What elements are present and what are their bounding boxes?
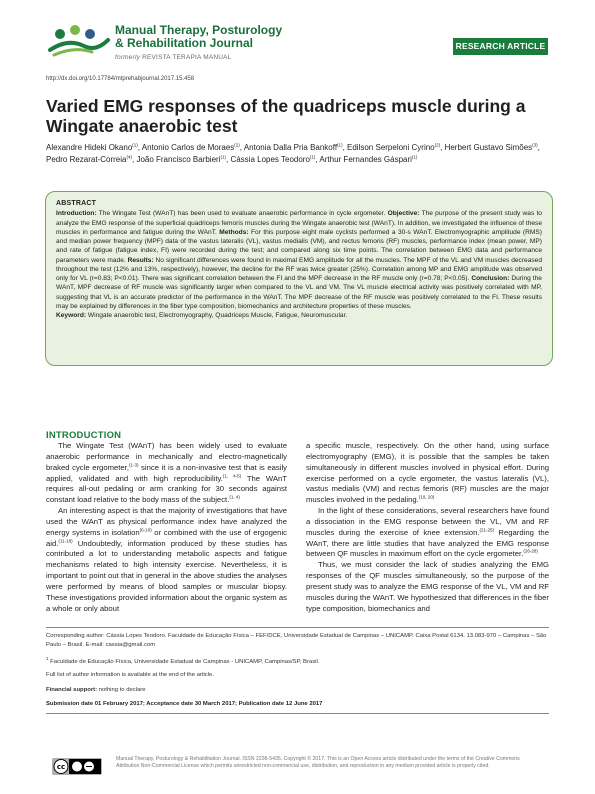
author-name: João Francisco Barbieri — [136, 155, 221, 165]
author-name: Edilson Serpeloni Cyrino — [347, 143, 435, 152]
abstract-box — [45, 191, 553, 366]
paragraph: In the light of these considerations, several researchers have found a dissociation in the EMG response between the VL, VM and RF muscles during the exercise of knee extension.$^{(21-25)}$ Regarding the WAnT, there are little studies that have analyzed the EMG response between QF muscles in maximum effort on the cycle ergometer.$^{(26-28)}$ — [306, 506, 549, 559]
abstract-objective: The purpose of the present study was to analyze the EMG response of the superficial quadriceps femoris muscles during the Wingate anaerobic test (WAnT). In addition, we investigated the influence of these muscles in performance and fatigue during the WAnT. — [56, 210, 542, 236]
author-name: Antonia Dalla Pria Bankoff — [243, 143, 338, 152]
abstract-objective-label: Objective: — [387, 210, 420, 218]
publication-dates: Submission date 01 February 2017; Acceptance date 30 March 2017; Publication date 12 June 2017 — [46, 701, 323, 707]
abstract-results-label: Results: — [127, 256, 154, 264]
journal-formerly — [115, 54, 232, 61]
abstract-methods-label: Methods: — [219, 228, 249, 236]
doi-link[interactable]: http://dx.doi.org/10.17784/mtprehabjournal.2017.15.458 — [46, 76, 195, 82]
license-text: Manual Therapy, Posturology & Rehabilitation Journal. ISSN 2236-5435. Copyright © 2017. This is an Open Access article distributed under the terms of the Creative Commons Attribution Non-Commercial License which permits unrestricted non-commercial use, distribution, and reproduction in any medium provided article is properly cited. — [116, 756, 520, 769]
footnote-divider — [46, 627, 549, 628]
body-column-left — [46, 441, 287, 615]
abstract-intro-label: Introduction: — [56, 210, 97, 218]
author-affiliation-marker: (1) — [234, 142, 240, 148]
author-affiliation-marker: (1) — [220, 154, 226, 160]
formerly-label: formerly — [115, 54, 141, 61]
author-name: Alexandre Hideki Okano — [46, 143, 133, 152]
abstract-conclusion: During the WAnT, MPF decrease of RF muscle was significantly larger when compared to the VL and VM. The VL muscle electrical activity was positively correlated with MP, suggesting that VL is an accurate predictor of the performance in the WAnT. The MPF decrease of the RF muscle was positively correlated to the FI. These results may be explained by differences in the fiber type composition, biomechanics and architecture properties of these muscles. — [56, 275, 542, 310]
creative-commons-by-nc-icon — [52, 758, 102, 775]
journal-name — [115, 24, 282, 50]
license-divider — [46, 713, 549, 714]
affiliation-note: $^1$ Faculdade de Educação Física, Universidade Estadual de Campinas - UNICAMP, Campinas/SP, Brasil. — [46, 656, 320, 665]
article-type-badge: RESEARCH ARTICLE — [453, 38, 548, 55]
author-affiliation-marker: (4) — [126, 154, 132, 160]
author-name: Pedro Rezarat-Correia — [46, 155, 127, 165]
paragraph: Thus, we must consider the lack of studies analyzing the EMG responses of the QF muscles simultaneously, so the purpose of the present study was to analyze the EMG response of the VL, VM and RF muscles during the WAnT. We hypothesized that differences in the fiber type composition, biomechanics and — [306, 560, 549, 613]
keyword-label: Keyword: — [56, 312, 87, 319]
paragraph: An interesting aspect is that the majority of investigations that have used the WAnT as physical performance index have analyzed the energy systems in isolation$^{(6-10)}$ or combined with the use of ergogenic aid.$^{(11-18)}$ Undoubtedly, information produced by these studies has contributed a lot to understanding metabolic aspects and fatigue mechanisms related to high intensity exercise. Nevertheless, it is important to point out that in general in the above studies the analyses were performed by means of blood samples or muscular biopsy. These investigations provided information about the organic system as a whole or only about — [46, 506, 287, 613]
author-name: Arthur Fernandes Gáspari — [319, 155, 412, 165]
paragraph: The Wingate Test (WAnT) has been widely used to evaluate anaerobic performance in mechanically and electro-magnetically braked cycle ergometer,$^{(1-3)}$ since it is a non-invasive test that is easily applied, validated and with high reproducibility.$^{(1, 4-5)}$ The WAnT requires all-out pedaling or arm cranking for 30 seconds against constant load relative to the body mass of the subject.$^{(1, 4)}$ — [46, 441, 287, 505]
abstract-results: No significant differences were found in maximal EMG amplitude for all the muscles. The MPF of the VL and VM muscles decreased throughout the test (12% and 13%, respectively), however, the decline for the RF was twice greater (25%). Correlation among MP and EMG amplitude was observed only for VL (r=0.83; P<0.01). There was significant correlation between the FI and the MPF decrease in the RF muscle only (r=0.78; P<0.05). — [56, 256, 542, 282]
paragraph: a specific muscle, respectively. On the other hand, using surface electromyography (EMG), it is possible that the samples be taken simultaneously in different muscles involved in physical effort. During exercise performed on a cycle ergometer, the vastus lateralis (VL), vastus medialis (VM) and rectus femoris (RF) muscles are the major muscles involved in the pedaling.$^{(19, 20)}$ — [306, 441, 549, 505]
abstract-conclusion-label: Conclusion: — [471, 275, 510, 282]
author-affiliation-marker: (1) — [132, 142, 138, 148]
author-affiliation-marker: (1) — [309, 154, 316, 160]
section-title-introduction: INTRODUCTION — [46, 430, 122, 441]
article-title: Varied EMG responses of the quadriceps muscle during a Wingate anaerobic test — [46, 96, 526, 136]
author-info-note: Full list of author information is available at the end of the article. — [46, 672, 214, 678]
abstract-methods: For this purpose eight male cyclists performed a 30-s WAnT. Electromyographic amplitude (RMS) and median power frequency (MPF) data of the vastus lateralis (VL), vastus medialis (VM), and rectus femoris (RF) muscles, performance index (mean power, MP) and rate of fatigue (fatigue index, FI) were recorded during the test; and compared along six time points. The correlation between EMG data and performance parameters were made. — [56, 228, 542, 264]
author-affiliation-marker: (1) — [411, 154, 418, 160]
abstract-body — [56, 209, 542, 311]
author-affiliation-marker: (1) — [337, 142, 343, 148]
financial-support: Financial support: nothing to declare — [46, 687, 146, 693]
corresponding-author: Corresponding author: Cássia Lopes Teodoro. Faculdade de Educação Física – FEF/DCE, Universidade Estadual de Campinas – UNICAMP. Caixa Postal 6134. 13.083-970 – Campinas – São Paulo – Brasil. E-mail: cassia@gmail.com — [46, 633, 547, 648]
author-affiliation-marker: (2) — [434, 142, 441, 148]
journal-name-line2: & Rehabilitation Journal — [115, 36, 254, 50]
abstract-intro: The Wingate Test (WAnT) has been used to evaluate anaerobic performance in cycle ergometer. — [98, 210, 386, 218]
abstract-heading: ABSTRACT — [56, 200, 97, 207]
author-name: Cássia Lopes Teodoro — [230, 155, 310, 165]
author-name: Antonio Carlos de Moraes — [141, 143, 235, 152]
abstract-keywords — [56, 311, 542, 320]
keyword-list: Wingate anaerobic test, Electromyography, Quadriceps Muscle, Fatigue, Neuromuscular. — [87, 312, 348, 319]
author-list: Alexandre Hideki Okano$^{(1)}$, Antonio Carlos de Moraes$^{(1)}$, Antonia Dalla Pria Bankoff$^{(1)}$, Edilson Serpeloni Cyrino$^{(2)}$, Herbert Gustavo Simões$^{(3)}$, Pedro Rezarat-Correia$^{(4)}$, João Francisco Barbieri$^{(1)}$, Cássia Lopes Teodoro$^{(1)}$, Arthur Fernandes Gáspari$^{(1)}$ — [46, 142, 540, 165]
journal-name-line1: Manual Therapy, Posturology — [115, 23, 283, 37]
author-name: Herbert Gustavo Simões — [444, 143, 533, 152]
formerly-name: REVISTA TERAPIA MANUAL — [142, 54, 232, 61]
body-column-right — [306, 441, 549, 615]
svg-text:cc: cc — [56, 763, 66, 771]
author-affiliation-marker: (3) — [532, 142, 538, 148]
journal-logo-icon — [48, 24, 110, 58]
